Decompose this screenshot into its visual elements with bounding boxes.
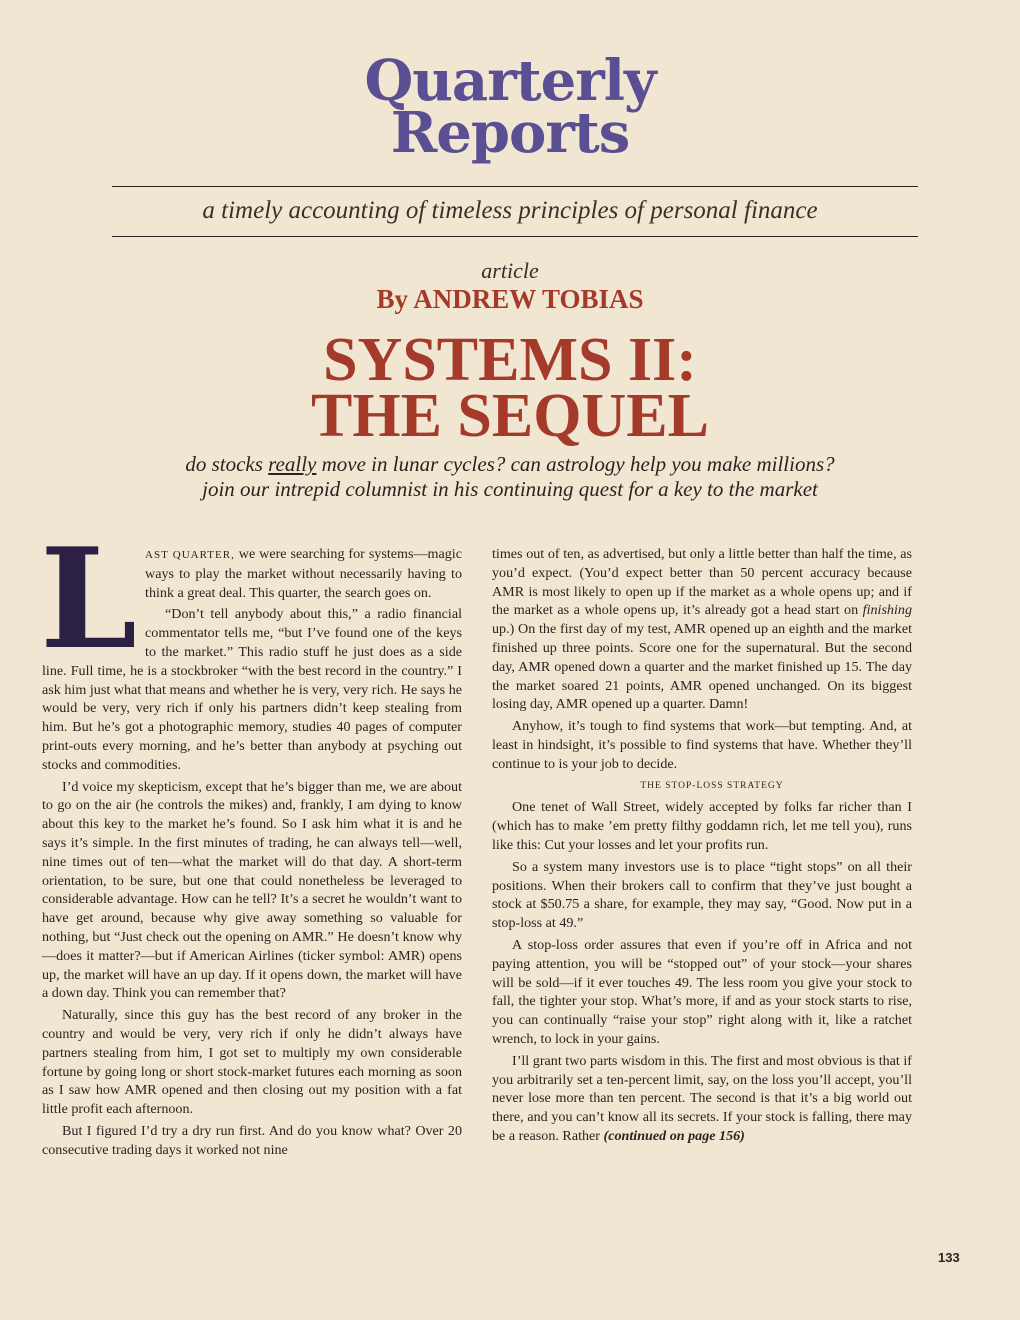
page-number: 133 [938, 1250, 960, 1265]
continued-link[interactable]: (continued on page 156) [603, 1127, 745, 1144]
tagline: a timely accounting of timeless principles of personal finance [202, 197, 818, 224]
masthead-line-1: Quarterly [364, 48, 656, 114]
masthead-line-2: Reports [390, 100, 630, 166]
paragraph: Anyhow, it’s tough to find systems that work—but tempting. And, at least in hindsight, it’s possible to find systems that have. Whether they’ll continue to is your job to decide. [492, 718, 912, 772]
emphasis: finishing [862, 602, 912, 619]
paragraph: I’d voice my skepticism, except that he’s bigger than me, we are about to go on the air (he controls the mikes) and, frankly, I am dying to know about this key to the market he’s found. So I ask him what it is and he says it’s simple. In the first minutes of trading, he can always tell—well, nine times out of ten—what the market will do that day. A short-term orientation, to be sure, but one that could nonetheless be leveraged to considerable advantage. How can he tell? It’s a secret he wouldn’t want to have get around, because why give away something so valuable for nothing, but “Just check out the opening on AMR.” He doesn’t know why—does it matter?—but if American Airlines (ticker symbol: AMR) opens up, the market will have an up day. If it opens down, the market will have a down day. Think you can remember that? [42, 778, 462, 1002]
deck-text: do stocks [185, 452, 269, 476]
masthead-title [0, 48, 1020, 166]
paragraph: One tenet of Wall Street, widely accepted by folks far richer than I (which has to make ’em pretty filthy goddamn rich, let me tell you), runs like this: Cut your losses and let your profits run. [492, 799, 912, 853]
lead-in: AST QUARTER, [145, 549, 235, 561]
paragraph-text: up.) On the first day of my test, AMR opened up an eighth and the market finished up three points. Score one for the supernatural. But the second day, AMR opened down a quarter and the market finished up 15. The day the market soared 21 points, AMR opened unchanged. On its biggest losing day, AMR opened up a quarter. Damn! [492, 621, 912, 713]
top-rule [112, 186, 918, 187]
deck-emphasis: really [268, 452, 317, 476]
paragraph: But I figured I’d try a dry run first. And do you know what? Over 20 consecutive trading days it worked not nine [42, 1122, 462, 1158]
bottom-rule [112, 236, 918, 237]
deck-line-2: join our intrepid columnist in his continuing quest for a key to the market [202, 477, 818, 501]
deck-line-1 [0, 452, 1020, 477]
byline: By ANDREW TOBIAS [376, 284, 644, 314]
article-column-left [40, 517, 462, 1163]
paragraph: A stop-loss order assures that even if you’re off in Africa and not paying attention, you will be “stopped out” of your stock—your shares will be sold—if it ever touches 49. The less room you give your stock to fall, the tighter your stop. What’s more, if and as your stock starts to rise, you can continually “raise your stop” right along with it, like a ratchet wrench, to lock in your gains. [492, 936, 912, 1047]
paragraph [40, 517, 462, 680]
paragraph: So a system many investors use is to place “tight stops” on all their positions. When their brokers call to confirm that they’ve just bought a stock at $50.75 a share, for example, they may say, “Good. Now put in a stop-loss at 49.” [492, 858, 912, 932]
article-column-right [492, 545, 912, 1149]
drop-cap: L [40, 517, 138, 680]
headline [0, 326, 1020, 450]
paragraph-text: we were searching for systems—magic ways to play the market without necessarily having to think a great deal. This quarter, the search goes on. [145, 546, 462, 601]
section-kicker: article [481, 258, 539, 283]
paragraph-text: times out of ten, as advertised, but only a little better than half the time, as you’d expect. (You’d expect better than 50 percent accuracy because AMR is most likely to open up if the market as a whole opens up; and if the market as a whole opens up, it’s already got a head start on [492, 546, 912, 619]
headline-line-2: THE SEQUEL [311, 382, 709, 450]
paragraph: Naturally, since this guy has the best record of any broker in the country and would be very, very rich if only he didn’t always have partners stealing from him, I got set to multiply my own considerable fortune by going long or short stock-market futures each morning as soon as I saw how AMR opened and then closing out my position with a fat little profit each afternoon. [42, 1007, 462, 1118]
paragraph: “Don’t tell anybody about this,” a radio financial commentator tells me, “but I’ve found one of the keys to the market.” This radio stuff he just does as a side line. Full time, he is a stockbroker “with the best record in the country.” I ask him just what that means and whether he is very, very rich. He says he would be very, very rich if only his partners didn’t keep stealing from him. But he’s got a photographic memory, studies 40 pages of computer print-outs every morning, and he’s better than anybody at psyching out stocks and commodities. [42, 606, 462, 773]
deck [0, 452, 1020, 502]
paragraph [492, 1052, 912, 1146]
subhead: THE STOP-LOSS STRATEGY [640, 780, 784, 791]
paragraph-text: I’ll grant two parts wisdom in this. The first and most obvious is that if you arbitrarily set a ten-percent limit, say, on the loss you’ll accept, you’ll never lose more than ten percent. The second is that it’s a big world out there, and you can’t know all its secrets. If your stock is falling, there may be a reason. Rather [492, 1052, 912, 1144]
headline-line-1: SYSTEMS II: [323, 326, 697, 394]
paragraph [492, 545, 912, 714]
deck-text: move in lunar cycles? can astrology help you make millions? [316, 452, 835, 476]
